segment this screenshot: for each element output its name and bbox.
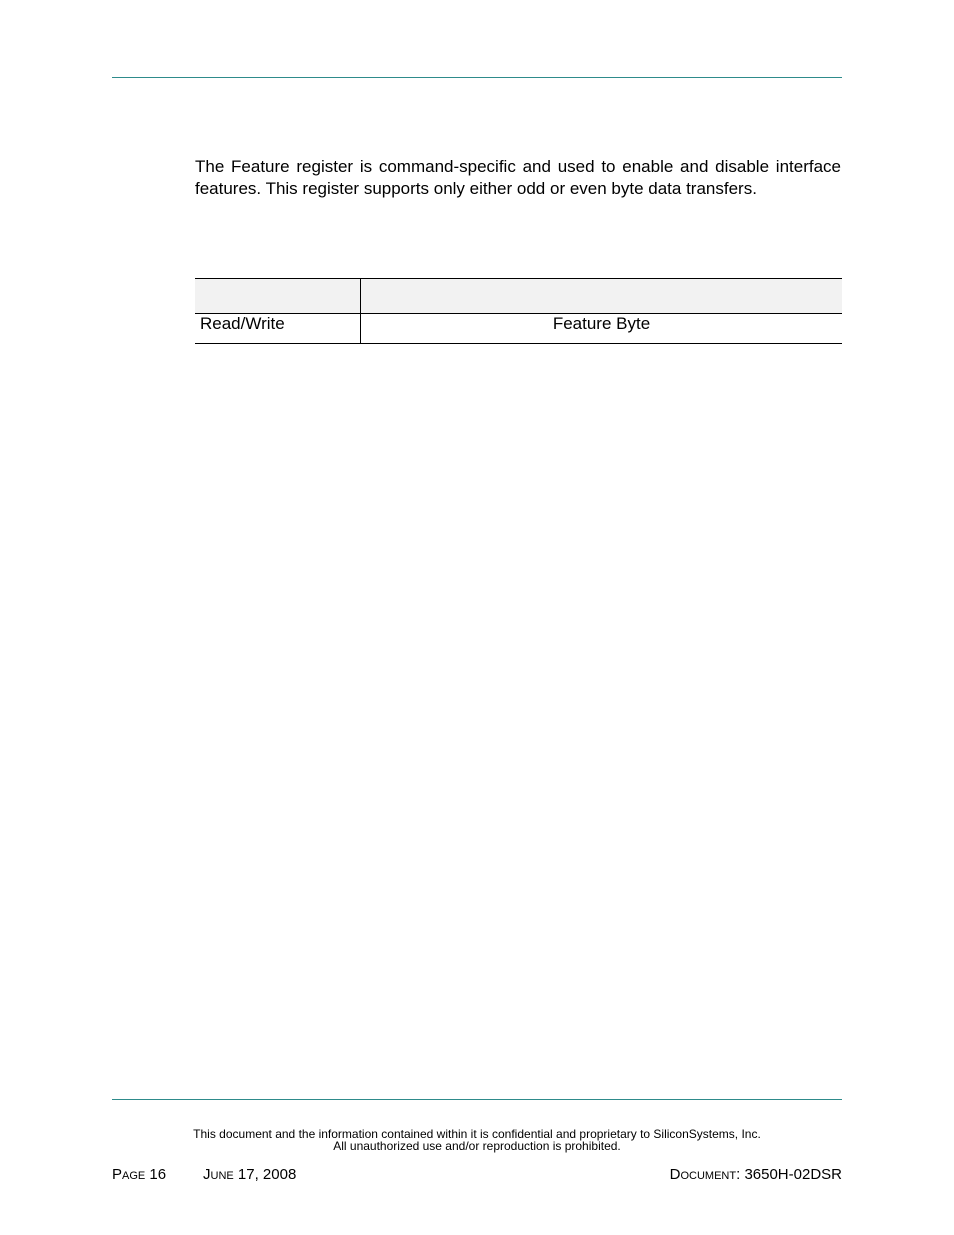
footer-rule <box>112 1099 842 1100</box>
access-value: Read/Write <box>200 314 285 333</box>
field-value: Feature Byte <box>552 314 651 333</box>
page-label-rest: AGE <box>122 1170 146 1182</box>
table-cell-access <box>195 314 361 344</box>
date-month-rest: UNE <box>210 1170 234 1182</box>
feature-register-description: The Feature register is command-specific and used to enable and disable interface features. This register supports only either odd or even byte data transfers. <box>195 157 841 198</box>
table-cell-field <box>361 314 843 344</box>
table-header-cell-field <box>361 279 843 314</box>
feature-register-table <box>195 278 842 344</box>
document-id-value: 3650H-02DSR <box>744 1166 842 1183</box>
confidentiality-notice <box>0 1128 954 1152</box>
document-id: DOCUMENT: 3650H-02DSR <box>669 1166 842 1183</box>
publication-date <box>203 1166 296 1185</box>
page-number-value: 16 <box>149 1166 167 1183</box>
table-header-row <box>195 279 842 314</box>
page-label-initial: P <box>112 1166 123 1183</box>
document-label-rest: OCUMENT <box>680 1170 737 1182</box>
header-rule <box>112 77 842 78</box>
document-label-initial: D <box>669 1166 681 1183</box>
date-month-initial: J <box>203 1166 211 1183</box>
notice-line-2: All unauthorized use and/or reproduction is prohibited. <box>333 1139 621 1153</box>
page-number <box>112 1166 166 1185</box>
date-rest: 17, 2008 <box>237 1166 297 1183</box>
notice-line-1: This document and the information contained within it is confidential and proprietary to SiliconSystems, Inc. <box>193 1127 761 1141</box>
table-row <box>195 314 842 344</box>
table-header-cell-access <box>195 279 361 314</box>
